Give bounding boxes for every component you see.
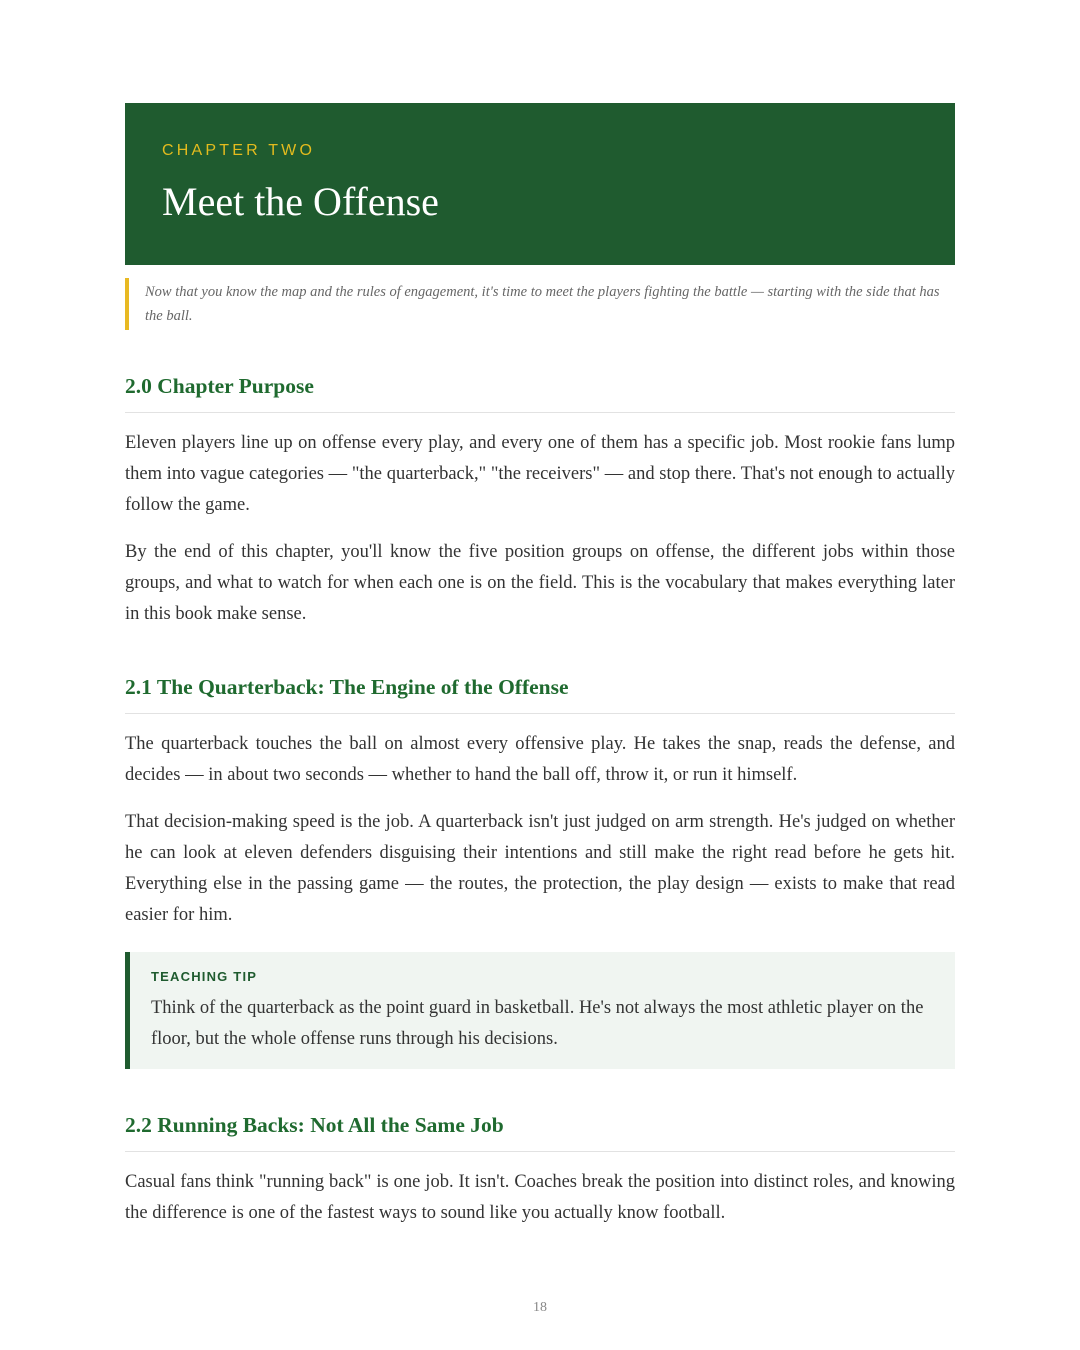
body-paragraph: Casual fans think "running back" is one job. It isn't. Coaches break the position into distinct roles, and knowing the difference is one of the fastest ways to sound like you actually know football. (125, 1172, 955, 1223)
body-paragraph: By the end of this chapter, you'll know the five position groups on offense, the different jobs within those groups, and what to watch for when each one is on the field. This is the vocabulary that makes everything later in this book make sense. (125, 542, 955, 624)
teaching-tip-callout (125, 952, 955, 1069)
section-heading-quarterback: 2.1 The Quarterback: The Engine of the Offense (125, 672, 955, 714)
page-number: 18 (533, 1300, 547, 1315)
chapter-banner (125, 103, 955, 265)
book-page (125, 103, 955, 1229)
chapter-title: Meet the Offense (162, 179, 439, 224)
chapter-epigraph: Now that you know the map and the rules of engagement, it's time to meet the players fighting the battle — starting with the side that has the ball. (125, 278, 955, 330)
teaching-tip-label: TEACHING TIP (151, 969, 258, 984)
section-heading-chapter-purpose: 2.0 Chapter Purpose (125, 371, 955, 413)
body-paragraph: Eleven players line up on offense every play, and every one of them has a specific job. Most rookie fans lump them into vague categories — "the quarterback," "the receivers" — and stop there. That's not enough to actually follow the game. (125, 433, 955, 515)
chapter-label: CHAPTER TWO (162, 142, 316, 159)
body-paragraph: That decision-making speed is the job. A quarterback isn't just judged on arm strength. He's judged on whether he can look at eleven defenders disguising their intentions and still make the right read before he gets hit. Everything else in the passing game — the routes, the protection, the play design — exists to make that read easier for him. (125, 812, 955, 925)
section-heading-running-backs: 2.2 Running Backs: Not All the Same Job (125, 1110, 955, 1152)
body-paragraph: The quarterback touches the ball on almost every offensive play. He takes the snap, reads the defense, and decides — in about two seconds — whether to hand the ball off, throw it, or run it himself. (125, 734, 955, 785)
teaching-tip-text: Think of the quarterback as the point guard in basketball. He's not always the most athletic player on the floor, but the whole offense runs through his decisions. (151, 998, 924, 1049)
